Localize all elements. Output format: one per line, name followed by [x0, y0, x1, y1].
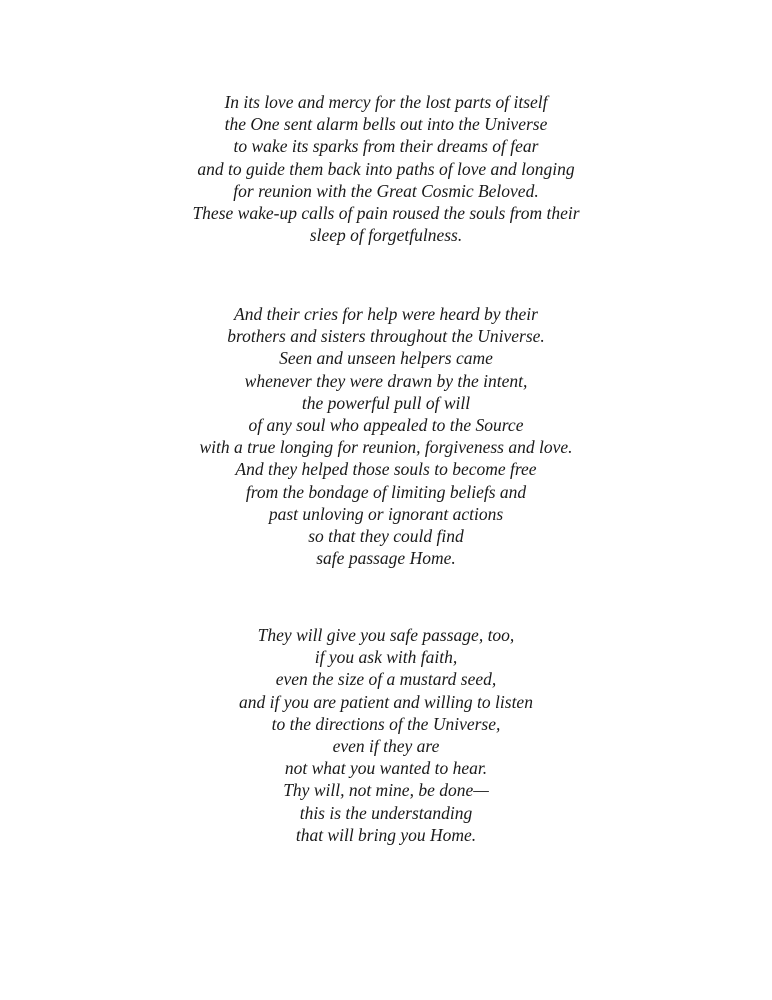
poem-line: the One sent alarm bells out into the Universe — [224, 114, 548, 135]
poem-line: In its love and mercy for the lost parts of itself — [224, 92, 548, 112]
poem-line: for reunion with the Great Cosmic Beloved. — [233, 180, 539, 201]
poem-line: this is the understanding — [299, 802, 473, 823]
poem-line: with a true longing for reunion, forgiveness and love. — [199, 437, 573, 458]
poem-line: and if you are patient and willing to listen — [239, 691, 533, 712]
poem-line: And they helped those souls to become free — [235, 459, 537, 480]
poem-line: so that they could find — [308, 526, 464, 547]
stanza-3 — [0, 624, 772, 846]
poem-line: Seen and unseen helpers came — [279, 348, 493, 369]
poem-line: whenever they were drawn by the intent, — [244, 370, 528, 391]
poem-line: even the size of a mustard seed, — [275, 669, 497, 690]
poem-line: Thy will, not mine, be done— — [283, 780, 489, 801]
poem-line: of any soul who appealed to the Source — [248, 415, 524, 436]
poem-line: to the directions of the Universe, — [271, 713, 501, 734]
poem-line: to wake its sparks from their dreams of fear — [233, 136, 539, 157]
poem-line: not what you wanted to hear. — [284, 758, 488, 779]
poem-line: the powerful pull of will — [301, 392, 471, 413]
poem-line: brothers and sisters throughout the Universe. — [227, 326, 545, 347]
poem-line: and to guide them back into paths of love and longing — [197, 158, 575, 179]
stanza-1 — [0, 91, 772, 246]
poem-line: if you ask with faith, — [314, 647, 458, 668]
poem-line: They will give you safe passage, too, — [257, 625, 515, 645]
poem-line: from the bondage of limiting beliefs and — [245, 481, 527, 502]
poem-line: even if they are — [332, 736, 440, 757]
poem-line: sleep of forgetfulness. — [309, 225, 463, 246]
poem-line: that will bring you Home. — [295, 824, 477, 845]
poem-line: These wake-up calls of pain roused the souls from their — [192, 203, 580, 224]
poem-line: safe passage Home. — [316, 548, 456, 569]
poem-line: And their cries for help were heard by their — [234, 304, 538, 324]
stanza-2 — [0, 303, 772, 569]
poem-line: past unloving or ignorant actions — [268, 503, 504, 524]
